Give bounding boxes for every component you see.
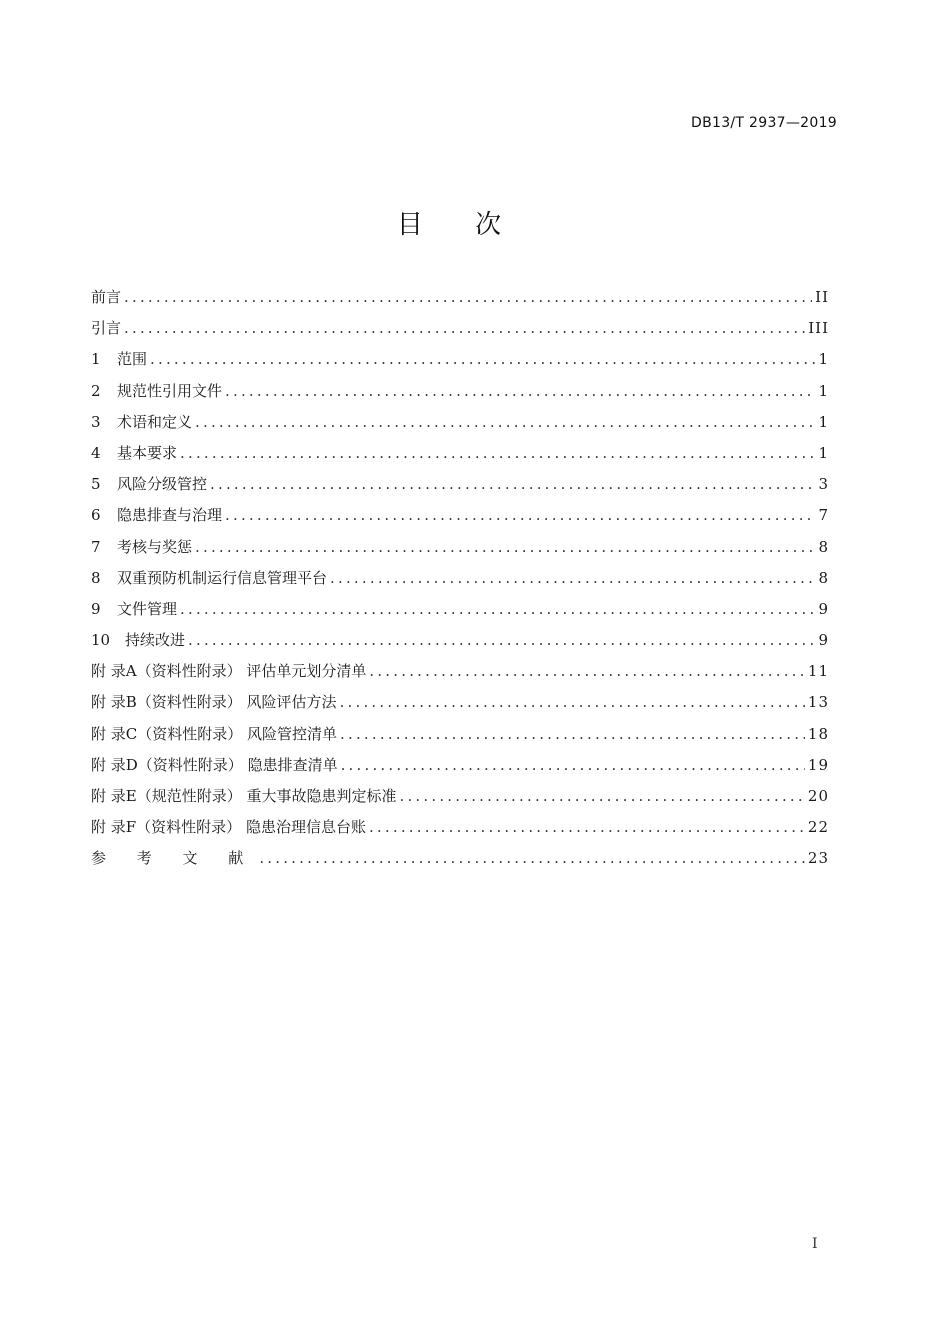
toc-entry-page: 7: [818, 506, 829, 525]
toc-entry-section-7[interactable]: [91, 535, 829, 566]
toc-entry-page: 11: [807, 662, 829, 681]
toc-entry-label: 前言: [91, 288, 122, 306]
toc-entry-number: 10: [91, 631, 111, 650]
toc-entry-page: 1: [818, 350, 829, 369]
toc-entry-label: 双重预防机制运行信息管理平台: [117, 568, 328, 587]
toc-entry-label: 考核与奖惩: [117, 537, 193, 556]
toc-entry-number: 4: [91, 443, 101, 462]
toc-entry-section-1[interactable]: [91, 347, 829, 378]
toc-dot-leader: [210, 472, 815, 496]
toc-entry-page: 22: [807, 818, 829, 837]
toc-entry-number: 5: [91, 475, 101, 494]
toc-entry-label: 附 录D（资料性附录） 隐患排查清单: [91, 755, 338, 774]
toc-dot-leader: [259, 846, 805, 870]
toc-entry-label: 规范性引用文件: [117, 381, 223, 400]
toc-dot-leader: [341, 753, 805, 777]
toc-entry-page: 18: [807, 724, 829, 743]
toc-entry-section-6[interactable]: [91, 503, 829, 534]
toc-entry-appendix-b[interactable]: [91, 690, 829, 721]
toc-dot-leader: [150, 347, 815, 371]
toc-entry-section-4[interactable]: [91, 441, 829, 472]
toc-entry-label: 附 录C（资料性附录） 风险管控清单: [91, 724, 338, 743]
toc-entry-section-10[interactable]: [91, 628, 829, 659]
toc-entry-appendix-f[interactable]: [91, 815, 829, 846]
toc-dot-leader: [225, 379, 815, 403]
toc-entry-page: 9: [818, 599, 829, 618]
toc-dot-leader: [340, 722, 805, 746]
toc-entry-page: 1: [818, 412, 829, 431]
toc-entry-page: 1: [818, 381, 829, 400]
toc-entry-label: 术语和定义: [117, 412, 193, 431]
toc-entry-page: II: [815, 288, 829, 306]
toc-dot-leader: [340, 690, 805, 714]
toc-entry-number: 2: [91, 381, 101, 400]
toc-entry-label: 风险分级管控: [117, 475, 208, 494]
toc-entry-foreword[interactable]: [91, 285, 829, 316]
toc-entry-page: 3: [818, 475, 829, 494]
toc-entry-section-3[interactable]: [91, 410, 829, 441]
toc-entry-label: 文件管理: [117, 599, 178, 618]
toc-entry-number: 3: [91, 412, 101, 431]
toc-dot-leader: [180, 597, 815, 621]
toc-entry-appendix-d[interactable]: [91, 753, 829, 784]
toc-entry-section-8[interactable]: [91, 566, 829, 597]
toc-dot-leader: [369, 815, 805, 839]
toc-entry-label: 附 录B（资料性附录） 风险评估方法: [91, 693, 337, 712]
toc-dot-leader: [180, 441, 815, 465]
toc-dot-leader: [188, 628, 815, 652]
toc-entry-bibliography[interactable]: [91, 846, 829, 877]
toc-entry-label: 引言: [91, 319, 122, 338]
toc-title: 目 次: [396, 210, 524, 240]
toc-entry-appendix-e[interactable]: [91, 784, 829, 815]
toc-entry-page: 9: [818, 631, 829, 650]
toc-entry-label: 附 录F（资料性附录） 隐患治理信息台账: [91, 818, 366, 837]
page-number: I: [812, 1236, 818, 1252]
toc-entry-page: 8: [818, 537, 829, 556]
toc-entry-page: 1: [818, 443, 829, 462]
toc-entry-appendix-a[interactable]: [91, 659, 829, 690]
toc-entry-section-2[interactable]: [91, 379, 829, 410]
toc-entry-label: 持续改进: [125, 631, 186, 650]
toc-entry-label: 基本要求: [117, 443, 178, 462]
toc-entry-number: 6: [91, 506, 101, 525]
toc-dot-leader: [225, 503, 815, 527]
toc-entry-page: 8: [818, 568, 829, 587]
toc-entry-introduction[interactable]: [91, 316, 829, 347]
toc-dot-leader: [369, 659, 805, 683]
document-code: DB13/T 2937—2019: [691, 115, 837, 131]
toc-entry-label: 范围: [117, 350, 148, 369]
toc-entry-label: 附 录E（规范性附录） 重大事故隐患判定标准: [91, 787, 397, 805]
toc-entry-page: 20: [807, 787, 829, 805]
toc-entry-label: 附 录A（资料性附录） 评估单元划分清单: [91, 662, 367, 681]
toc-entry-page: 19: [807, 755, 829, 774]
toc-entry-number: 7: [91, 537, 101, 556]
toc-dot-leader: [400, 784, 805, 808]
toc-entry-label: 隐患排查与治理: [117, 506, 223, 525]
toc-entry-page: III: [808, 319, 829, 338]
toc-entry-number: 8: [91, 568, 101, 587]
toc-dot-leader: [195, 410, 815, 434]
toc-entry-label: 参 考 文 献: [91, 849, 257, 868]
toc-entry-section-5[interactable]: [91, 472, 829, 503]
toc-entry-page: 13: [807, 693, 829, 712]
toc-dot-leader: [195, 535, 815, 559]
table-of-contents: [91, 285, 829, 878]
toc-dot-leader: [124, 285, 812, 309]
toc-dot-leader: [124, 316, 805, 340]
toc-entry-appendix-c[interactable]: [91, 722, 829, 753]
toc-entry-number: 1: [91, 350, 101, 369]
toc-entry-section-9[interactable]: [91, 597, 829, 628]
toc-dot-leader: [330, 566, 815, 590]
toc-entry-page: 23: [807, 849, 829, 868]
toc-entry-number: 9: [91, 599, 101, 618]
